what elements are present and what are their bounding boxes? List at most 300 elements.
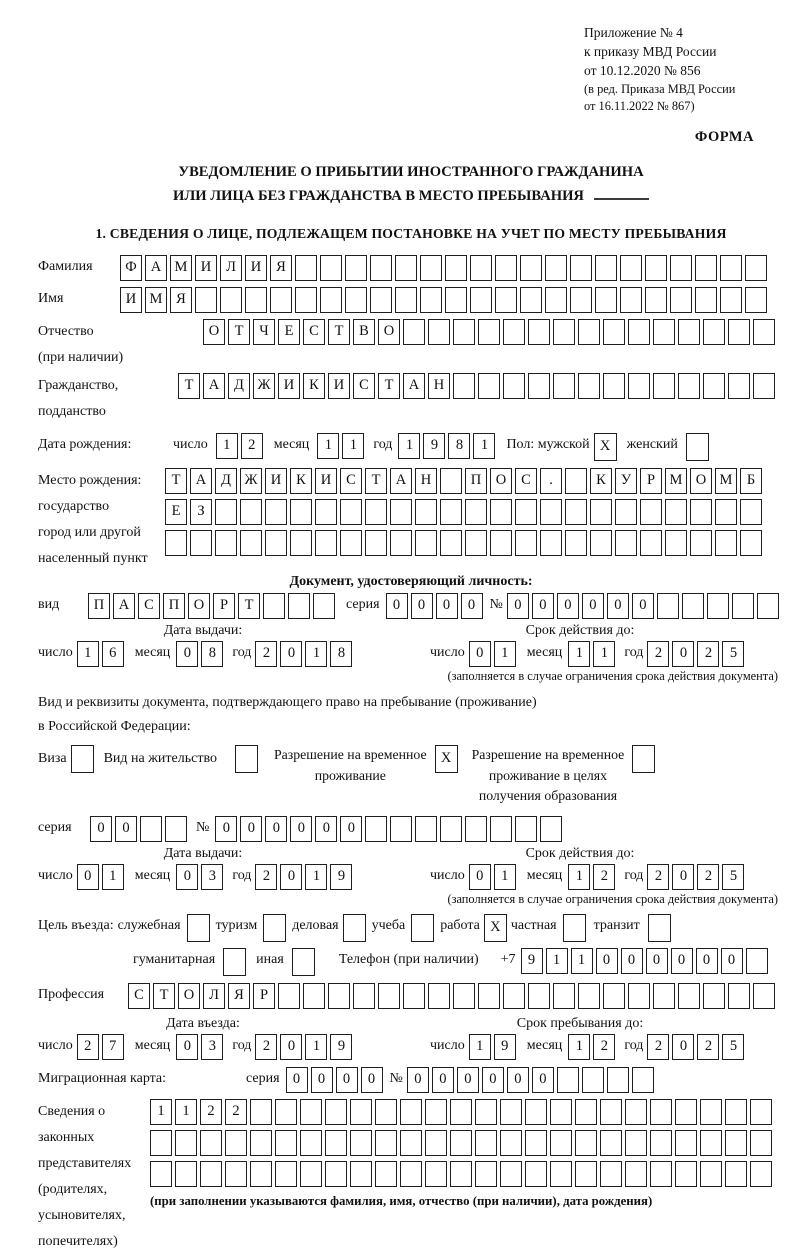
char-cell[interactable] <box>620 255 642 281</box>
char-cell[interactable] <box>490 530 512 556</box>
char-cell[interactable] <box>365 530 387 556</box>
char-cell[interactable]: О <box>378 319 400 345</box>
char-cell[interactable]: 0 <box>176 641 198 667</box>
char-cell[interactable] <box>420 287 442 313</box>
char-cell[interactable]: 0 <box>607 593 629 619</box>
char-cell[interactable]: 0 <box>77 864 99 890</box>
char-cell[interactable] <box>700 1161 722 1187</box>
char-cell[interactable] <box>415 530 437 556</box>
char-cell[interactable]: 0 <box>311 1067 333 1093</box>
char-cell[interactable]: 0 <box>646 948 668 974</box>
char-cell[interactable] <box>295 255 317 281</box>
char-cell[interactable]: О <box>690 468 712 494</box>
char-cell[interactable] <box>375 1099 397 1125</box>
char-cell[interactable] <box>350 1161 372 1187</box>
char-cell[interactable]: 0 <box>507 1067 529 1093</box>
char-cell[interactable]: 9 <box>330 1034 352 1060</box>
char-cell[interactable] <box>240 499 262 525</box>
char-cell[interactable]: 0 <box>469 864 491 890</box>
char-cell[interactable] <box>675 1130 697 1156</box>
char-cell[interactable]: Д <box>228 373 250 399</box>
char-cell[interactable]: И <box>195 255 217 281</box>
char-cell[interactable] <box>545 287 567 313</box>
char-cell[interactable] <box>750 1099 772 1125</box>
char-cell[interactable] <box>745 255 767 281</box>
char-cell[interactable] <box>515 816 537 842</box>
char-cell[interactable]: 0 <box>361 1067 383 1093</box>
char-cell[interactable] <box>365 816 387 842</box>
char-cell[interactable] <box>528 373 550 399</box>
char-cell[interactable] <box>270 287 292 313</box>
char-cell[interactable]: О <box>203 319 225 345</box>
char-cell[interactable] <box>250 1161 272 1187</box>
checkbox-residence-permit[interactable] <box>235 745 258 773</box>
char-cell[interactable] <box>557 1067 579 1093</box>
char-cell[interactable]: 0 <box>280 864 302 890</box>
char-cell[interactable]: К <box>290 468 312 494</box>
char-cell[interactable] <box>582 1067 604 1093</box>
char-cell[interactable] <box>365 499 387 525</box>
char-cell[interactable] <box>490 499 512 525</box>
char-cell[interactable]: 5 <box>722 864 744 890</box>
char-cell[interactable] <box>565 530 587 556</box>
char-cell[interactable]: Ф <box>120 255 142 281</box>
char-cell[interactable]: О <box>188 593 210 619</box>
char-cell[interactable]: 0 <box>632 593 654 619</box>
char-cell[interactable] <box>340 499 362 525</box>
char-cell[interactable] <box>603 319 625 345</box>
char-cell[interactable]: П <box>163 593 185 619</box>
char-cell[interactable] <box>690 499 712 525</box>
char-cell[interactable] <box>425 1161 447 1187</box>
char-cell[interactable] <box>295 287 317 313</box>
char-cell[interactable]: 2 <box>225 1099 247 1125</box>
char-cell[interactable]: 0 <box>696 948 718 974</box>
char-cell[interactable]: 0 <box>411 593 433 619</box>
char-cell[interactable]: 2 <box>647 1034 669 1060</box>
char-cell[interactable] <box>725 1130 747 1156</box>
char-cell[interactable] <box>515 530 537 556</box>
char-cell[interactable] <box>453 983 475 1009</box>
char-cell[interactable] <box>150 1130 172 1156</box>
char-cell[interactable]: Л <box>220 255 242 281</box>
char-cell[interactable] <box>390 816 412 842</box>
char-cell[interactable] <box>500 1099 522 1125</box>
char-cell[interactable]: 9 <box>330 864 352 890</box>
char-cell[interactable] <box>300 1130 322 1156</box>
char-cell[interactable]: 0 <box>280 641 302 667</box>
char-cell[interactable] <box>607 1067 629 1093</box>
char-cell[interactable] <box>200 1130 222 1156</box>
char-cell[interactable]: 0 <box>532 593 554 619</box>
char-cell[interactable] <box>340 530 362 556</box>
char-cell[interactable] <box>428 319 450 345</box>
char-cell[interactable]: 0 <box>461 593 483 619</box>
char-cell[interactable]: С <box>353 373 375 399</box>
char-cell[interactable]: 1 <box>593 641 615 667</box>
char-cell[interactable]: Т <box>178 373 200 399</box>
char-cell[interactable]: И <box>120 287 142 313</box>
char-cell[interactable] <box>653 319 675 345</box>
char-cell[interactable]: 2 <box>255 641 277 667</box>
char-cell[interactable] <box>682 593 704 619</box>
char-cell[interactable] <box>725 1099 747 1125</box>
char-cell[interactable] <box>720 255 742 281</box>
char-cell[interactable] <box>190 530 212 556</box>
char-cell[interactable] <box>425 1130 447 1156</box>
char-cell[interactable]: С <box>515 468 537 494</box>
char-cell[interactable] <box>378 983 400 1009</box>
char-cell[interactable]: 3 <box>201 864 223 890</box>
char-cell[interactable]: Т <box>238 593 260 619</box>
char-cell[interactable] <box>715 530 737 556</box>
char-cell[interactable]: 0 <box>215 816 237 842</box>
char-cell[interactable] <box>570 287 592 313</box>
char-cell[interactable]: 1 <box>494 641 516 667</box>
char-cell[interactable]: 0 <box>432 1067 454 1093</box>
char-cell[interactable] <box>695 287 717 313</box>
char-cell[interactable] <box>628 373 650 399</box>
char-cell[interactable] <box>165 530 187 556</box>
char-cell[interactable] <box>645 287 667 313</box>
checkbox-business[interactable] <box>343 914 366 942</box>
char-cell[interactable] <box>595 287 617 313</box>
char-cell[interactable] <box>628 983 650 1009</box>
char-cell[interactable] <box>725 1161 747 1187</box>
char-cell[interactable]: Т <box>365 468 387 494</box>
char-cell[interactable]: 8 <box>448 433 470 459</box>
char-cell[interactable]: П <box>88 593 110 619</box>
char-cell[interactable] <box>445 255 467 281</box>
char-cell[interactable] <box>445 287 467 313</box>
char-cell[interactable] <box>328 983 350 1009</box>
char-cell[interactable] <box>550 1099 572 1125</box>
char-cell[interactable]: 0 <box>721 948 743 974</box>
char-cell[interactable] <box>275 1099 297 1125</box>
char-cell[interactable] <box>350 1130 372 1156</box>
char-cell[interactable] <box>640 499 662 525</box>
char-cell[interactable] <box>225 1130 247 1156</box>
char-cell[interactable]: 0 <box>482 1067 504 1093</box>
char-cell[interactable] <box>703 373 725 399</box>
char-cell[interactable] <box>415 816 437 842</box>
char-cell[interactable] <box>745 287 767 313</box>
checkbox-temp-residence[interactable]: X <box>435 745 458 773</box>
char-cell[interactable] <box>215 530 237 556</box>
checkbox-other-purpose[interactable] <box>292 948 315 976</box>
char-cell[interactable] <box>525 1161 547 1187</box>
char-cell[interactable]: 1 <box>175 1099 197 1125</box>
char-cell[interactable]: Т <box>378 373 400 399</box>
char-cell[interactable]: 0 <box>672 864 694 890</box>
char-cell[interactable] <box>300 1099 322 1125</box>
char-cell[interactable]: 0 <box>672 1034 694 1060</box>
char-cell[interactable] <box>353 983 375 1009</box>
char-cell[interactable] <box>603 373 625 399</box>
char-cell[interactable] <box>550 1161 572 1187</box>
char-cell[interactable]: 9 <box>423 433 445 459</box>
char-cell[interactable]: 2 <box>647 641 669 667</box>
char-cell[interactable]: 0 <box>469 641 491 667</box>
char-cell[interactable] <box>753 983 775 1009</box>
char-cell[interactable] <box>220 287 242 313</box>
char-cell[interactable] <box>703 319 725 345</box>
char-cell[interactable] <box>175 1161 197 1187</box>
char-cell[interactable]: 2 <box>593 1034 615 1060</box>
char-cell[interactable]: Я <box>228 983 250 1009</box>
char-cell[interactable] <box>753 373 775 399</box>
char-cell[interactable]: 0 <box>340 816 362 842</box>
checkbox-sex-male[interactable]: X <box>594 433 617 461</box>
char-cell[interactable]: А <box>113 593 135 619</box>
char-cell[interactable] <box>690 530 712 556</box>
char-cell[interactable]: А <box>203 373 225 399</box>
char-cell[interactable]: А <box>145 255 167 281</box>
char-cell[interactable] <box>670 287 692 313</box>
char-cell[interactable] <box>175 1130 197 1156</box>
char-cell[interactable]: 2 <box>77 1034 99 1060</box>
char-cell[interactable]: Е <box>165 499 187 525</box>
char-cell[interactable]: 1 <box>494 864 516 890</box>
char-cell[interactable] <box>575 1161 597 1187</box>
char-cell[interactable] <box>490 816 512 842</box>
char-cell[interactable]: Т <box>328 319 350 345</box>
char-cell[interactable] <box>275 1161 297 1187</box>
char-cell[interactable]: Н <box>428 373 450 399</box>
char-cell[interactable]: М <box>170 255 192 281</box>
char-cell[interactable]: 0 <box>582 593 604 619</box>
char-cell[interactable] <box>665 499 687 525</box>
char-cell[interactable] <box>700 1130 722 1156</box>
char-cell[interactable]: 0 <box>115 816 137 842</box>
char-cell[interactable] <box>315 499 337 525</box>
char-cell[interactable] <box>495 287 517 313</box>
char-cell[interactable]: К <box>303 373 325 399</box>
char-cell[interactable]: 1 <box>317 433 339 459</box>
char-cell[interactable] <box>303 983 325 1009</box>
char-cell[interactable] <box>325 1161 347 1187</box>
char-cell[interactable]: 1 <box>216 433 238 459</box>
char-cell[interactable] <box>390 499 412 525</box>
char-cell[interactable] <box>165 816 187 842</box>
char-cell[interactable] <box>540 530 562 556</box>
char-cell[interactable]: Е <box>278 319 300 345</box>
checkbox-visa[interactable] <box>71 745 94 773</box>
char-cell[interactable] <box>415 499 437 525</box>
char-cell[interactable] <box>325 1099 347 1125</box>
char-cell[interactable]: 0 <box>436 593 458 619</box>
char-cell[interactable] <box>350 1099 372 1125</box>
char-cell[interactable]: 1 <box>571 948 593 974</box>
char-cell[interactable] <box>315 530 337 556</box>
char-cell[interactable] <box>703 983 725 1009</box>
char-cell[interactable] <box>520 287 542 313</box>
char-cell[interactable]: 0 <box>596 948 618 974</box>
char-cell[interactable]: 8 <box>201 641 223 667</box>
char-cell[interactable] <box>746 948 768 974</box>
char-cell[interactable]: 0 <box>407 1067 429 1093</box>
char-cell[interactable] <box>475 1161 497 1187</box>
checkbox-sex-female[interactable] <box>686 433 709 461</box>
char-cell[interactable]: 1 <box>342 433 364 459</box>
char-cell[interactable] <box>475 1099 497 1125</box>
char-cell[interactable] <box>750 1161 772 1187</box>
char-cell[interactable] <box>400 1130 422 1156</box>
char-cell[interactable]: О <box>178 983 200 1009</box>
char-cell[interactable] <box>140 816 162 842</box>
char-cell[interactable]: 0 <box>671 948 693 974</box>
char-cell[interactable] <box>320 255 342 281</box>
char-cell[interactable]: Р <box>213 593 235 619</box>
char-cell[interactable]: 5 <box>722 641 744 667</box>
char-cell[interactable]: П <box>465 468 487 494</box>
char-cell[interactable] <box>540 499 562 525</box>
char-cell[interactable] <box>678 319 700 345</box>
char-cell[interactable] <box>225 1161 247 1187</box>
char-cell[interactable] <box>650 1099 672 1125</box>
checkbox-work[interactable]: X <box>484 914 507 942</box>
char-cell[interactable] <box>715 499 737 525</box>
char-cell[interactable] <box>500 1130 522 1156</box>
char-cell[interactable]: 0 <box>286 1067 308 1093</box>
char-cell[interactable] <box>400 1099 422 1125</box>
char-cell[interactable]: 1 <box>305 1034 327 1060</box>
char-cell[interactable] <box>553 373 575 399</box>
char-cell[interactable] <box>450 1130 472 1156</box>
char-cell[interactable]: 9 <box>494 1034 516 1060</box>
char-cell[interactable] <box>757 593 779 619</box>
char-cell[interactable]: 0 <box>507 593 529 619</box>
char-cell[interactable] <box>265 499 287 525</box>
char-cell[interactable]: Т <box>165 468 187 494</box>
char-cell[interactable] <box>670 255 692 281</box>
char-cell[interactable]: В <box>353 319 375 345</box>
char-cell[interactable] <box>675 1099 697 1125</box>
char-cell[interactable] <box>620 287 642 313</box>
char-cell[interactable] <box>632 1067 654 1093</box>
char-cell[interactable] <box>600 1130 622 1156</box>
char-cell[interactable]: И <box>265 468 287 494</box>
char-cell[interactable] <box>465 499 487 525</box>
char-cell[interactable]: 0 <box>386 593 408 619</box>
char-cell[interactable] <box>728 373 750 399</box>
char-cell[interactable] <box>625 1161 647 1187</box>
char-cell[interactable]: 0 <box>336 1067 358 1093</box>
char-cell[interactable] <box>428 983 450 1009</box>
char-cell[interactable]: 1 <box>150 1099 172 1125</box>
char-cell[interactable] <box>540 816 562 842</box>
char-cell[interactable] <box>650 1161 672 1187</box>
char-cell[interactable]: К <box>590 468 612 494</box>
char-cell[interactable] <box>420 255 442 281</box>
char-cell[interactable]: Р <box>640 468 662 494</box>
char-cell[interactable] <box>320 287 342 313</box>
char-cell[interactable]: 0 <box>532 1067 554 1093</box>
char-cell[interactable] <box>200 1161 222 1187</box>
char-cell[interactable]: О <box>490 468 512 494</box>
char-cell[interactable] <box>528 319 550 345</box>
char-cell[interactable]: Д <box>215 468 237 494</box>
char-cell[interactable]: А <box>403 373 425 399</box>
char-cell[interactable] <box>290 530 312 556</box>
char-cell[interactable] <box>728 319 750 345</box>
char-cell[interactable] <box>565 468 587 494</box>
char-cell[interactable]: 0 <box>90 816 112 842</box>
char-cell[interactable] <box>450 1161 472 1187</box>
char-cell[interactable] <box>595 255 617 281</box>
char-cell[interactable] <box>390 530 412 556</box>
char-cell[interactable]: 9 <box>521 948 543 974</box>
char-cell[interactable]: 0 <box>176 864 198 890</box>
char-cell[interactable] <box>707 593 729 619</box>
char-cell[interactable] <box>625 1130 647 1156</box>
char-cell[interactable]: 5 <box>722 1034 744 1060</box>
char-cell[interactable]: М <box>715 468 737 494</box>
char-cell[interactable] <box>288 593 310 619</box>
char-cell[interactable]: Я <box>270 255 292 281</box>
char-cell[interactable] <box>625 1099 647 1125</box>
char-cell[interactable] <box>695 255 717 281</box>
char-cell[interactable] <box>215 499 237 525</box>
char-cell[interactable] <box>678 373 700 399</box>
char-cell[interactable] <box>615 499 637 525</box>
char-cell[interactable] <box>300 1161 322 1187</box>
char-cell[interactable]: Ж <box>240 468 262 494</box>
char-cell[interactable]: 1 <box>102 864 124 890</box>
char-cell[interactable] <box>265 530 287 556</box>
char-cell[interactable] <box>313 593 335 619</box>
char-cell[interactable]: 1 <box>568 1034 590 1060</box>
char-cell[interactable] <box>657 593 679 619</box>
char-cell[interactable] <box>403 983 425 1009</box>
char-cell[interactable]: С <box>128 983 150 1009</box>
char-cell[interactable] <box>345 287 367 313</box>
char-cell[interactable] <box>425 1099 447 1125</box>
char-cell[interactable] <box>590 530 612 556</box>
char-cell[interactable]: 2 <box>255 1034 277 1060</box>
char-cell[interactable] <box>628 319 650 345</box>
char-cell[interactable] <box>275 1130 297 1156</box>
char-cell[interactable]: 2 <box>241 433 263 459</box>
char-cell[interactable] <box>375 1130 397 1156</box>
char-cell[interactable] <box>440 499 462 525</box>
char-cell[interactable]: З <box>190 499 212 525</box>
char-cell[interactable] <box>575 1099 597 1125</box>
char-cell[interactable] <box>453 319 475 345</box>
char-cell[interactable] <box>565 499 587 525</box>
checkbox-study[interactable] <box>411 914 434 942</box>
char-cell[interactable] <box>753 319 775 345</box>
char-cell[interactable]: 0 <box>621 948 643 974</box>
char-cell[interactable]: Я <box>170 287 192 313</box>
char-cell[interactable] <box>250 1130 272 1156</box>
char-cell[interactable] <box>600 1099 622 1125</box>
char-cell[interactable]: С <box>340 468 362 494</box>
char-cell[interactable]: 1 <box>473 433 495 459</box>
checkbox-tourism[interactable] <box>263 914 286 942</box>
char-cell[interactable] <box>470 255 492 281</box>
char-cell[interactable] <box>370 287 392 313</box>
char-cell[interactable] <box>440 816 462 842</box>
char-cell[interactable] <box>590 499 612 525</box>
char-cell[interactable] <box>553 983 575 1009</box>
char-cell[interactable] <box>465 816 487 842</box>
char-cell[interactable] <box>470 287 492 313</box>
char-cell[interactable]: М <box>665 468 687 494</box>
char-cell[interactable]: 2 <box>697 864 719 890</box>
char-cell[interactable] <box>600 1161 622 1187</box>
char-cell[interactable]: 2 <box>697 641 719 667</box>
